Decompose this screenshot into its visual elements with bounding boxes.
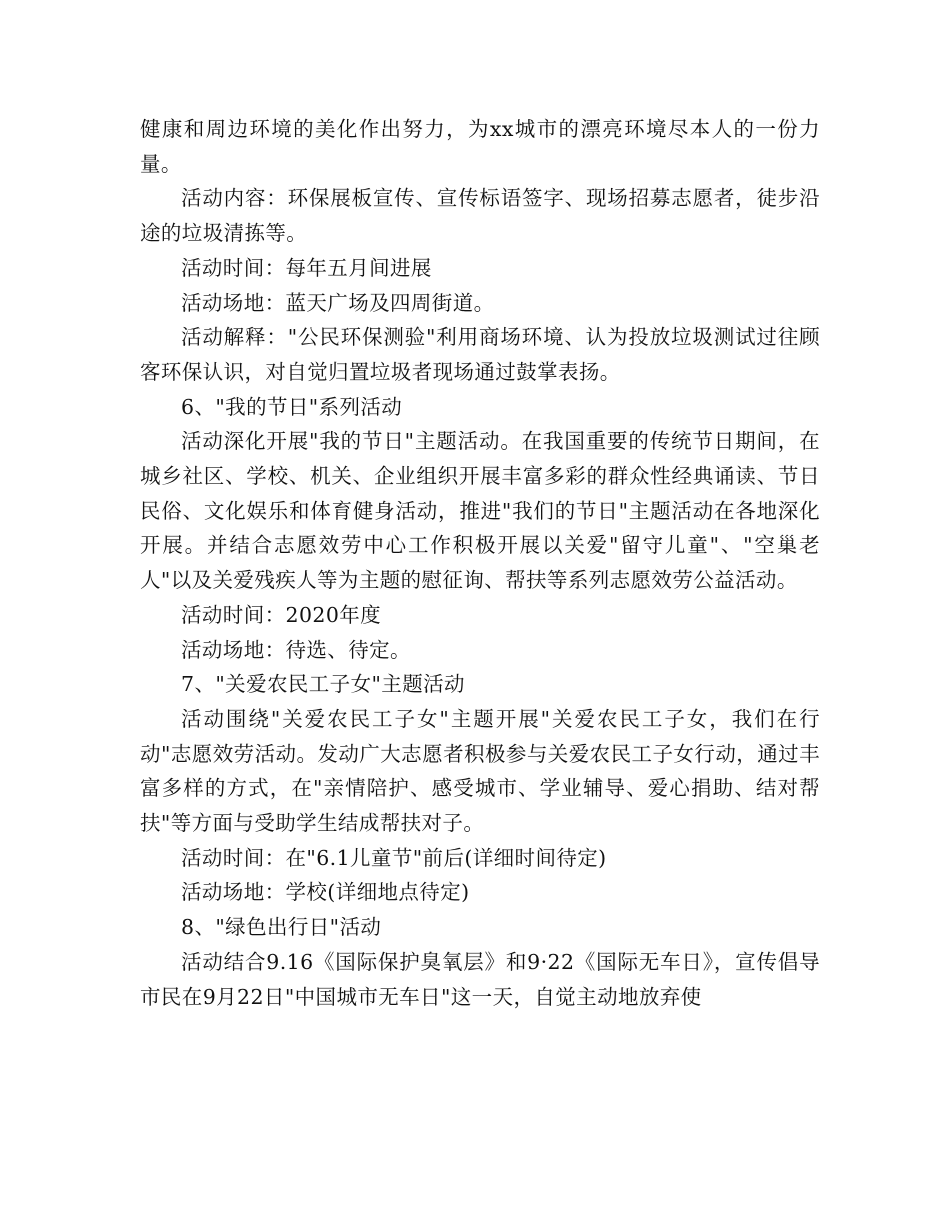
paragraph-migrant-children-activity: 活动围绕"关爱农民工子女"主题开展"关爱农民工子女，我们在行动"志愿效劳活动。发动广大志愿者积极参与关爱农民工子女行动，通过丰富多样的方式，在"亲情陪护、感受城市、学业辅导、爱心捐助、结对帮扶"等方面与受助学生结成帮扶对子。	[140, 706, 820, 836]
paragraph-activity-time: 活动时间：每年五月间进展	[181, 255, 432, 280]
document-body	[140, 112, 820, 1014]
paragraph-migrant-children-time: 活动时间：在"6.1儿童节"前后(详细时间待定)	[181, 845, 607, 870]
section-heading-7: 7、"关爱农民工子女"主题活动	[181, 672, 465, 697]
section-heading-6: 6、"我的节日"系列活动	[181, 394, 403, 419]
paragraph-festival-venue: 活动场地：待选、待定。	[181, 637, 411, 662]
paragraph-activity-venue: 活动场地：蓝天广场及四周街道。	[181, 290, 495, 315]
paragraph-green-travel-activity: 活动结合9.16《国际保护臭氧层》和9·22《国际无车日》，宣传倡导市民在9月22日"中国城市无车日"这一天，自觉主动地放弃使	[140, 949, 820, 1009]
paragraph-activity-content: 活动内容：环保展板宣传、宣传标语签字、现场招募志愿者，徒步沿途的垃圾清拣等。	[140, 186, 820, 246]
paragraph-continuation: 健康和周边环境的美化作出努力，为xx城市的漂亮环境尽本人的一份力量。	[140, 117, 820, 176]
paragraph-festival-activity: 活动深化开展"我的节日"主题活动。在我国重要的传统节日期间，在城乡社区、学校、机关、企业组织开展丰富多彩的群众性经典诵读、节日民俗、文化娱乐和体育健身活动，推进"我们的节日"主题活动在各地深化开展。并结合志愿效劳中心工作积极开展以关爱"留守儿童"、"空巢老人"以及关爱残疾人等为主题的慰征询、帮扶等系列志愿效劳公益活动。	[140, 429, 820, 593]
paragraph-migrant-children-venue: 活动场地：学校(详细地点待定)	[181, 880, 470, 905]
section-heading-8: 8、"绿色出行日"活动	[181, 915, 382, 940]
paragraph-activity-explanation: 活动解释："公民环保测验"利用商场环境、认为投放垃圾测试过往顾客环保认识，对自觉归置垃圾者现场通过鼓掌表扬。	[140, 325, 820, 384]
paragraph-festival-time: 活动时间：2020年度	[181, 602, 382, 627]
